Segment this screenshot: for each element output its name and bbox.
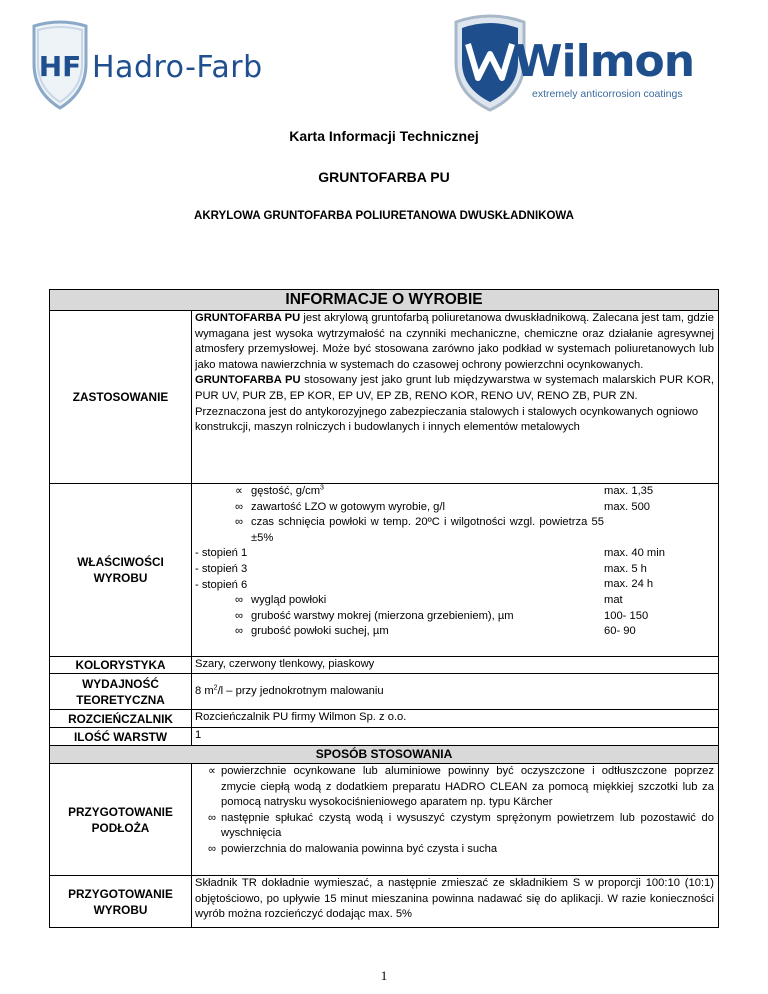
property-drying: ∞ czas schnięcia powłoki w temp. 20ºC i wilgotności wzgl. powietrza 55 ±5% [235, 516, 604, 544]
label-przygotowanie-wyrobu: PRZYGOTOWANIE WYROBU [50, 876, 192, 927]
podloze-step-3: ∞ powierzchnia do malowania powinna być czysta i sucha [195, 842, 714, 858]
logo-area [0, 14, 768, 114]
alpha-bullet-icon: ∝ [208, 765, 216, 777]
zastosowanie-paragraph-1: GRUNTOFARBA PU jest akrylową gruntofarbą poliuretanowa dwuskładnikową. Zalecana jest tam, gdzie wymagana jest wysoka wytrzymałość na czynniki mechaniczne, chemiczne oraz działanie agresywnej atmosfery przemysłowej. Może być stosowana zarówno jako podkład w systemach poliuretanowych lub jako matowa nawierzchnia w systemach do czasowej ochrony powierzchni ocynkowanych. [195, 312, 715, 371]
section-heading-application: SPOSÓB STOSOWANIA [50, 745, 718, 764]
value-kolorystyka: Szary, czerwony tlenkowy, piaskowy [195, 658, 375, 670]
wilmon-tagline: extremely anticorrosion coatings [532, 88, 683, 100]
content-zastosowanie [192, 311, 718, 483]
row-rozcienczalnik [50, 710, 718, 728]
row-kolorystyka [50, 657, 718, 674]
infinity-bullet-icon: ∞ [235, 594, 243, 607]
document-type-title: Karta Informacji Technicznej [289, 128, 479, 144]
properties-list [195, 484, 604, 656]
value-rozcienczalnik: Rozcieńczalnik PU firmy Wilmon Sp. z o.o. [195, 711, 407, 723]
value-appearance: mat [604, 593, 623, 606]
hadro-farb-shield-icon [30, 20, 90, 110]
wilmon-logo [450, 14, 740, 114]
value-stage-3: max. 5 h [604, 562, 647, 575]
property-wet-thickness: ∞ grubość warstwy mokrej (mierzona grzebieniem), µm [195, 609, 604, 625]
label-wlasciwosci: WŁAŚCIWOŚCI WYROBU [50, 484, 192, 656]
product-subtitle: AKRYLOWA GRUNTOFARBA POLIURETANOWA DWUSKŁADNIKOWA [194, 210, 574, 222]
row-przygotowanie-podloza [50, 764, 718, 876]
row-przygotowanie-wyrobu [50, 876, 718, 927]
content-przygotowanie-wyrobu: Składnik TR dokładnie wymieszać, a następnie zmieszać ze składnikiem S w proporcji 100:10 (10:1) objętościowo, po upływie 15 minut mieszanina powinna nadawać się do aplikacji. W razie konieczności wyrób można rozcieńczyć dodając max. 5% [195, 877, 714, 921]
infinity-bullet-icon: ∞ [208, 811, 216, 824]
property-lzo: ∞ zawartość LZO w gotowym wyrobie, g/l [195, 500, 604, 516]
label-rozcienczalnik: ROZCIEŃCZALNIK [50, 710, 192, 727]
zastosowanie-paragraph-2: GRUNTOFARBA PU stosowany jest jako grunt lub międzywarstwa w systemach malarskich PUR KOR, PUR UV, PUR ZB, EP KOR, EP UV, EP ZB, RENO KOR, RENO UV, RENO ZB, PUR ZN. [195, 374, 715, 402]
page-number: 1 [380, 968, 388, 983]
infinity-bullet-icon: ∞ [235, 500, 243, 513]
label-ilosc-warstw: ILOŚĆ WARSTW [50, 728, 192, 745]
content-przygotowanie-podloza [192, 764, 718, 875]
podloze-step-1: ∝ powierzchnie ocynkowane lub aluminiowe powinny być oczyszczone i odtłuszczone poprzez zmycie ciepłą wodą z dodatkiem preparatu HADRO CLEAN za pomocą miękkiej szczotki lub za pomocą natrysku wysokociśnieniowego aparatem np. typu Kärcher [208, 765, 714, 809]
value-dry-thickness: 60- 90 [604, 625, 636, 638]
row-wydajnosc [50, 674, 718, 710]
value-wydajnosc: 8 $m^2/l$ – przy jednokrotnym malowaniu [195, 683, 384, 697]
infinity-bullet-icon: ∞ [235, 516, 243, 529]
hadro-farb-name: Hadro-Farb [92, 50, 263, 85]
product-title: GRUNTOFARBA PU [318, 169, 450, 185]
value-ilosc-warstw: 1 [195, 729, 202, 741]
value-stage-6: max. 24 h [604, 578, 654, 591]
row-ilosc-warstw [50, 728, 718, 745]
infinity-bullet-icon: ∞ [208, 842, 216, 855]
label-przygotowanie-podloza: PRZYGOTOWANIE PODŁOŻA [50, 764, 192, 875]
value-stage-1: max. 40 min [604, 547, 665, 560]
hadro-farb-logo [30, 20, 280, 114]
alpha-bullet-icon: ∝ [235, 485, 243, 497]
value-lzo: max. 500 [604, 500, 651, 513]
technical-info-table [49, 289, 719, 928]
property-stage-3: - stopień 3 [195, 562, 248, 575]
properties-values [604, 484, 714, 656]
section-heading-product-info: INFORMACJE O WYROBIE [50, 290, 718, 311]
infinity-bullet-icon: ∞ [235, 625, 243, 638]
infinity-bullet-icon: ∞ [235, 609, 243, 622]
value-wet-thickness: 100- 150 [604, 609, 649, 622]
podloze-step-2: ∞ następnie spłukać czystą wodą i wysuszyć czystym sprężonym powietrzem lub pozostawić do wyschnięcia [208, 811, 714, 840]
row-wlasciwosci [50, 484, 718, 657]
property-density: ∝ gęstość, $g/cm^3$ [195, 484, 604, 500]
label-kolorystyka: KOLORYSTYKA [50, 657, 192, 673]
property-dry-thickness: ∞ grubość powłoki suchej, µm [195, 624, 604, 640]
zastosowanie-paragraph-3: Przeznaczona jest do antykorozyjnego zabezpieczania stalowych i stalowych ocynkowanych ogniowo konstrukcji, maszyn rolniczych i budowlanych i innych elementów metalowych [195, 405, 699, 434]
row-zastosowanie [50, 311, 718, 484]
property-stage-1: - stopień 1 [195, 547, 248, 560]
content-wlasciwosci [192, 484, 718, 656]
wilmon-name: Wilmon [514, 36, 695, 87]
svg-text:HF: HF [38, 50, 82, 83]
value-density: max. 1,35 [604, 485, 654, 497]
label-zastosowanie: ZASTOSOWANIE [50, 311, 192, 483]
label-wydajnosc: WYDAJNOŚĆ TEORETYCZNA [50, 674, 192, 709]
property-stage-6: - stopień 6 [195, 578, 248, 591]
property-appearance: ∞ wygląd powłoki [195, 593, 604, 609]
